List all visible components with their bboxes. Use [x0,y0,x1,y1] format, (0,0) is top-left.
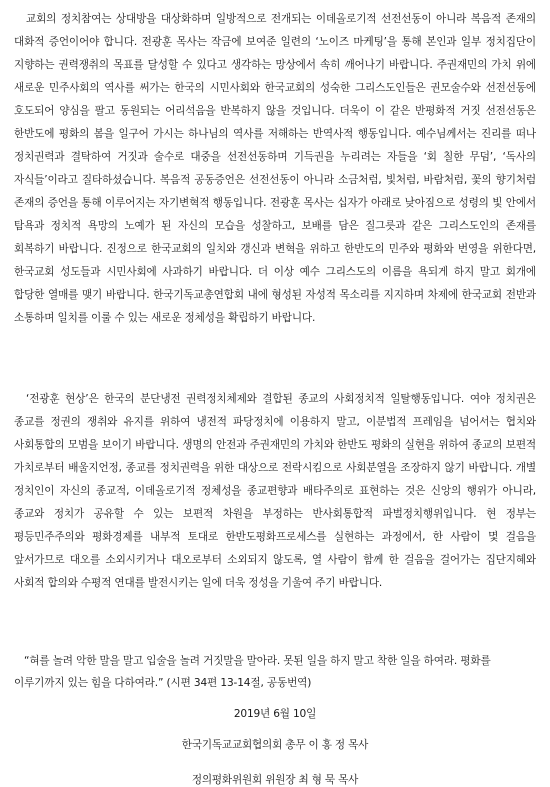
body-paragraph-1: 교회의 정치참여는 상대방을 대상화하며 일방적으로 전개되는 이데올로기적 선전선동이 아니라 복음적 존재의 대화적 증언이어야 합니다. 전광훈 목사는 작금에 보여준 일련의 ‘노이즈 마케팅’을 통해 본인과 일부 정치집단이 지향하는 권력쟁취의 목표를 달성할 수 있다고 생각하는 망상에서 속히 깨어나기 바랍니다. 주권재민의 가치 위에 새로운 민주사회의 역사를 써가는 한국의 시민사회와 한국교회의 성숙한 그리스도인들은 권모술수와 선전선동에 호도되어 양심을 팔고 동원되는 어리석음을 반복하지 않을 것입니다. 더욱이 이 같은 반평화적 거짓 선전선동은 한반도에 평화의 봄을 일구어 가시는 하나님의 역사를 저해하는 반역사적 행동입니다. 예수님께서는 진리를 떠나 정치권력과 결탁하여 거짓과 술수로 대중을 선전선동하며 기득권을 누리려는 자들을 ‘회 칠한 무덤’, ‘독사의 자식들’이라고 질타하셨습니다. 복음적 공동증언은 선전선동이 아니라 소금처럼, 빛처럼, 바람처럼, 꽃의 향기처럼 존재의 증언을 통해 이루어지는 자기변혁적 행동입니다. 전광훈 목사는 십자가 아래로 낮아짐으로 성령의 빛 안에서 탐욕과 정치적 욕망의 노예가 된 자신의 모습을 성찰하고, 보배를 담은 질그릇과 같은 그리스도인의 존재를 회복하기 바랍니다. 진정으로 한국교회의 일치와 갱신과 변혁을 위하고 한반도의 민주와 평화와 번영을 위한다면, 한국교회 성도들과 시민사회에 사과하기 바랍니다. 더 이상 예수 그리스도의 이름을 욕되게 하지 말고 회개에 합당한 열매를 맺기 바랍니다. 한국기독교총연합회 내에 형성된 자성적 목소리를 지지하며 차제에 한국교회 전반과 소통하며 일치를 이룰 수 있는 새로운 정체성을 확립하기 바랍니다. [14,13,536,324]
signer-1: 한국기독교교회협의회 총무 이 홍 정 목사 [181,739,369,751]
signer-2: 정의평화위원회 위원장 최 형 묵 목사 [191,774,359,786]
body-paragraph-2: ‘전광훈 현상’은 한국의 분단냉전 권력정치체제와 결합된 종교의 사회정치적 일탈행동입니다. 여야 정치권은 종교를 정권의 쟁취와 유지를 위하여 냉전적 파당정치에 이용하지 말고, 이분법적 프레임을 넘어서는 협치와 사회통합의 모범을 보이기 바랍니다. 생명의 안전과 주권재민의 가치와 한반도 평화의 실현을 위하여 종교의 보편적 가치로부터 배울지언정, 종교를 정치권력을 위한 대상으로 전락시킴으로 사회분열을 조장하지 않기 바랍니다. 개별 정치인이 자신의 종교적, 이데올로기적 정체성을 종교편향과 배타주의로 표현하는 것은 신앙의 행위가 아니라, 종교와 정치가 공유할 수 있는 보편적 차원을 부정하는 반사회통합적 파벌정치행위입니다. 현 정부는 평등민주주의와 평화경제를 내부적 토대로 한반도평화프로세스를 실현하는 과정에서, 한 사람이 몇 걸음을 앞서가므로 대오를 소외시키거나 대오로부터 소외되지 않도록, 열 사람이 함께 한 걸음을 걸어가는 집단지혜와 사회적 합의와 수평적 연대를 발전시키는 일에 더욱 정성을 기울여 주기 바랍니다. [14,393,536,589]
statement-date: 2019년 6월 10일 [233,708,317,720]
scripture-quote: “혀를 놀려 악한 말을 말고 입술을 놀려 거짓말을 말아라. 못된 일을 하지 말고 착한 일을 하여라. 평화를 이루기까지 있는 힘을 다하여라.” (시편 34편 13-14절, 공동번역) [14,655,491,689]
